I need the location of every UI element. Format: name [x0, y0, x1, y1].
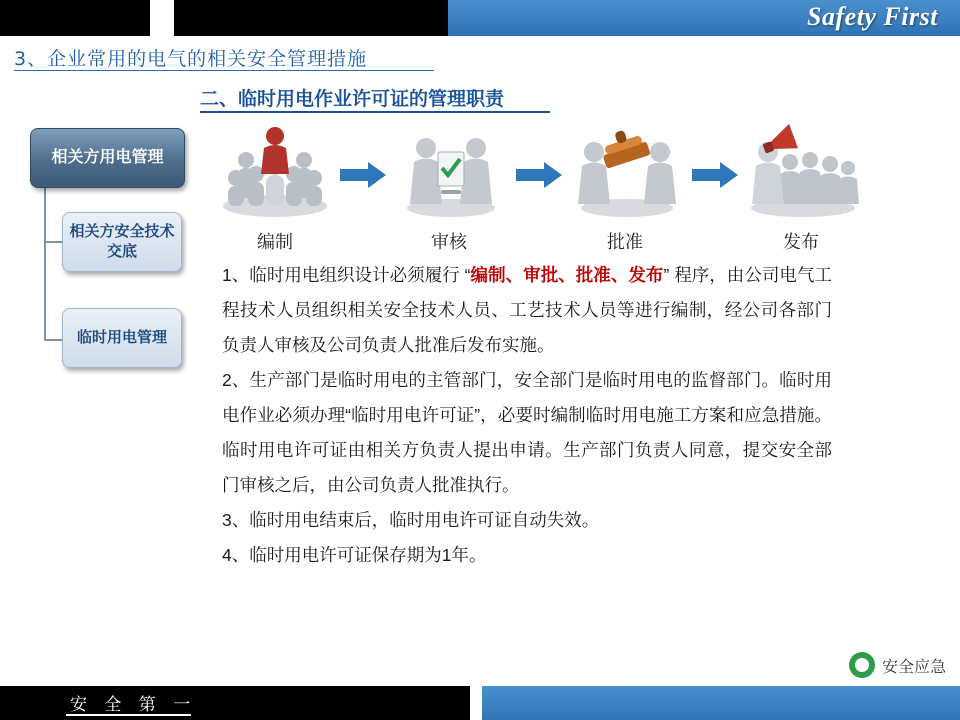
- process-step-3-label: 批准: [607, 232, 643, 252]
- chapter-heading: [14, 44, 367, 71]
- tree-node-child-1[interactable]: [62, 212, 182, 272]
- tree-connector-branch-2: [44, 339, 64, 341]
- paragraph-1-pre: 1、临时用电组织设计必须履行 “: [222, 265, 471, 285]
- body-content: [222, 258, 832, 573]
- process-arrow-3: [692, 162, 738, 188]
- safety-first-title: Safety First: [807, 2, 938, 31]
- tree-node-root-label: 相关方用电管理: [51, 149, 164, 167]
- process-labels: [216, 228, 836, 258]
- chapter-heading-underline: [14, 70, 434, 71]
- tree-node-child-2-label: 临时用电管理: [76, 328, 167, 346]
- process-step-4-label: 发布: [783, 232, 819, 252]
- paragraph-1-highlight: 编制、审批、批准、发布: [470, 265, 664, 285]
- process-step-1-graphic: [216, 122, 334, 218]
- top-banner-black-mid: [174, 0, 448, 36]
- process-step-2-label: 审核: [431, 232, 467, 252]
- process-arrow-2: [516, 162, 562, 188]
- tree-connector-branch-1: [44, 241, 64, 243]
- navigation-tree: [22, 120, 197, 380]
- process-step-4-graphic: [744, 122, 862, 218]
- circle-logo-icon: [849, 652, 875, 678]
- tree-node-child-1-label: 相关方安全技术交底: [69, 222, 175, 260]
- process-step-3-graphic: [568, 122, 686, 218]
- process-step-1-label: 编制: [257, 232, 293, 252]
- right-arrow-icon: [340, 162, 386, 188]
- process-arrow-1: [340, 162, 386, 188]
- watermark-label: 安全应急: [881, 658, 946, 676]
- right-arrow-icon: [516, 162, 562, 188]
- tree-node-child-2[interactable]: [62, 308, 182, 368]
- bottom-banner-text: 安 全 第 一: [70, 695, 197, 715]
- people-group-icon: [216, 122, 334, 218]
- process-step-2-graphic: [392, 122, 510, 218]
- page-title-underline: [200, 111, 550, 113]
- tree-node-root[interactable]: [30, 128, 185, 188]
- top-banner-gap: [150, 0, 174, 36]
- page-title-text: 二、临时用电作业许可证的管理职责: [200, 89, 505, 110]
- megaphone-announce-icon: [744, 122, 862, 218]
- paragraph-1-post: ” 程序，由公司电气工程技术人员组织相关安全技术人员、工艺技术人员等进行编制，经公司各部门负责人审核及公司负责人批准后发布实施。: [222, 265, 833, 355]
- paragraph-1: [222, 258, 832, 363]
- paragraph-2: 2、生产部门是临时用电的主管部门，安全部门是临时用电的监督部门。临时用电作业必须办理“临时用电许可证”，必要时编制临时用电施工方案和应急措施。临时用电许可证由相关方负责人提出申请。生产部门负责人同意，提交安全部门审核之后，由公司负责人批准执行。: [222, 370, 832, 495]
- watermark: [849, 652, 946, 678]
- top-banner-black-left: [0, 0, 150, 36]
- page-title: [200, 84, 504, 111]
- paragraph-3: 3、临时用电结束后，临时用电许可证自动失效。: [222, 510, 600, 530]
- checklist-review-icon: [392, 122, 510, 218]
- tree-connector-vertical: [44, 186, 46, 341]
- bottom-banner: [0, 686, 960, 720]
- bottom-banner-blue: [482, 686, 960, 720]
- chapter-heading-text: 3、企业常用的电气的相关安全管理措施: [14, 48, 368, 70]
- stamp-approve-icon: [568, 122, 686, 218]
- right-arrow-icon: [692, 162, 738, 188]
- paragraph-4: 4、临时用电许可证保存期为1年。: [222, 545, 487, 565]
- top-banner: [0, 0, 960, 36]
